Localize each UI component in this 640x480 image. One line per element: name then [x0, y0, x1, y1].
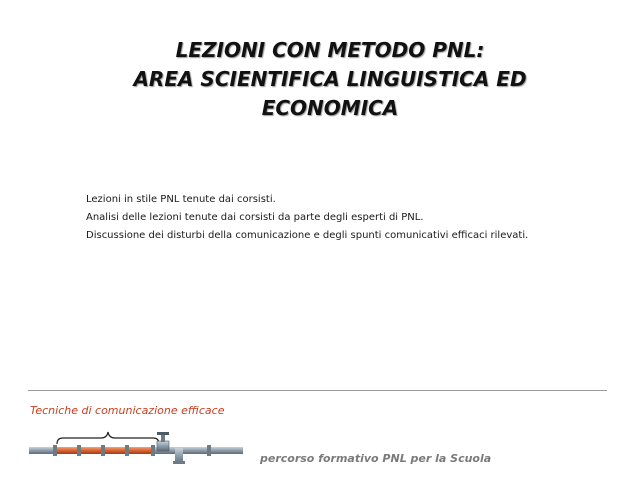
course-label: percorso formativo PNL per la Scuola: [260, 452, 492, 465]
footer-subtitle: Tecniche di comunicazione efficace: [30, 404, 225, 417]
footer-divider: [28, 390, 607, 391]
body-item: Analisi delle lezioni tenute dai corsisti da parte degli esperti di PNL.: [86, 212, 424, 223]
title-line-2: AREA SCIENTIFICA LINGUISTICA ED: [133, 67, 527, 91]
body-item: Discussione dei disturbi della comunicazione e degli spunti comunicativi efficaci rilevati.: [86, 230, 529, 241]
slide-title: [90, 36, 570, 123]
body-text: [86, 193, 556, 247]
title-line-1: LEZIONI CON METODO PNL:: [175, 38, 485, 62]
pipeline-with-valve-icon: [27, 426, 247, 474]
title-line-3: ECONOMICA: [261, 96, 399, 120]
body-item: Lezioni in stile PNL tenute dai corsisti.: [86, 194, 276, 205]
